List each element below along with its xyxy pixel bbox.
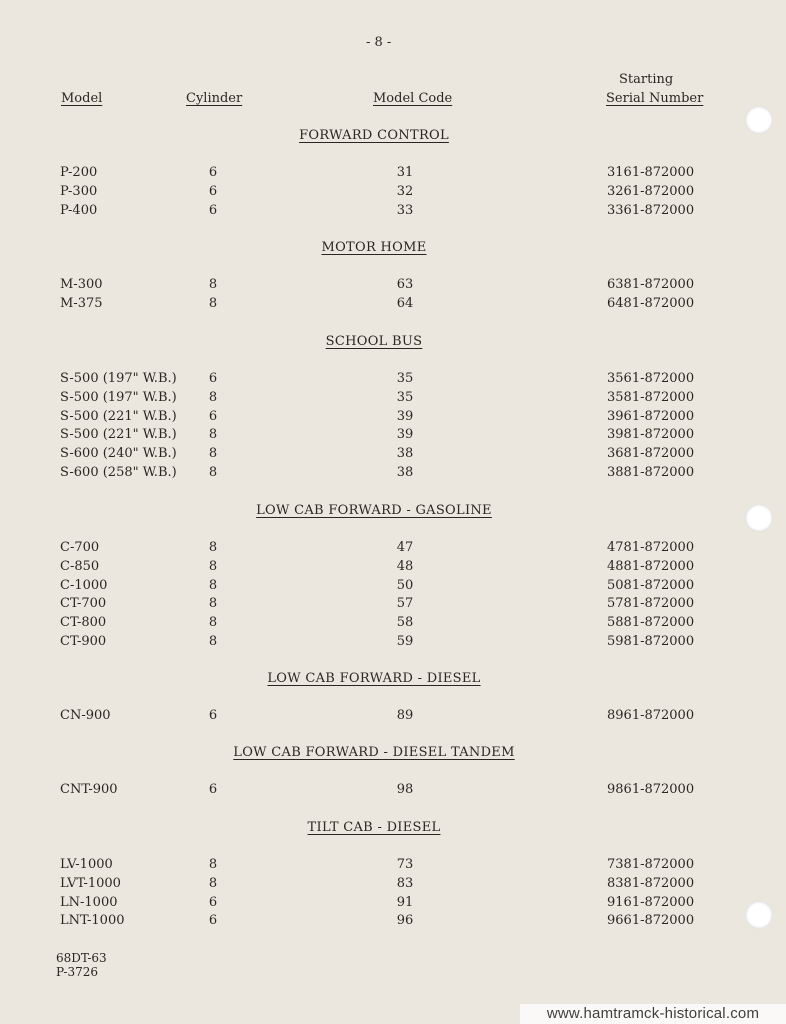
serial-number-cell: 3161-872000 — [607, 165, 695, 180]
serial-number-cell: 9861-872000 — [607, 782, 695, 797]
section-title: SCHOOL BUS — [325, 334, 423, 349]
model-cell: P-300 — [60, 183, 98, 199]
model-cell: C-850 — [60, 558, 100, 574]
section-title: MOTOR HOME — [321, 240, 427, 255]
model-cell: LN-1000 — [60, 894, 118, 910]
cylinder-cell: 6 — [208, 782, 218, 797]
section-title: LOW CAB FORWARD - DIESEL TANDEM — [233, 745, 515, 760]
model-cell: CNT-900 — [60, 782, 118, 797]
model-code-cell: 83 — [396, 875, 414, 891]
part-number: P-3726 — [56, 965, 99, 979]
serial-number-cell: 4781-872000 — [607, 540, 695, 555]
cylinder-cell: 8 — [208, 464, 218, 480]
cylinder-cell: 8 — [208, 427, 218, 443]
model-code-cell: 50 — [396, 577, 414, 593]
section-title: LOW CAB FORWARD - DIESEL — [267, 671, 481, 686]
cylinder-cell: 8 — [208, 540, 218, 555]
model-code-cell: 73 — [396, 857, 414, 872]
cylinder-cell: 8 — [208, 295, 218, 311]
model-code-cell: 91 — [396, 894, 414, 910]
model-cell: C-700 — [60, 540, 100, 555]
model-cell: M-375 — [60, 295, 103, 311]
serial-number-cell: 3681-872000 — [607, 446, 695, 461]
cylinder-cell: 8 — [208, 596, 218, 612]
model-cell: LNT-1000 — [60, 913, 125, 929]
serial-number-cell: 5781-872000 — [607, 596, 695, 612]
cylinder-cell: 6 — [208, 894, 218, 910]
model-cell: S-500 (221" W.B.) — [60, 427, 177, 443]
cylinder-cell: 8 — [208, 389, 218, 405]
model-code-cell: 57 — [396, 596, 414, 612]
model-cell: P-400 — [60, 202, 98, 218]
serial-number-cell: 5881-872000 — [607, 615, 695, 630]
model-code-cell: 96 — [396, 913, 414, 929]
model-code-cell: 98 — [396, 782, 414, 797]
cylinder-cell: 8 — [208, 446, 218, 461]
serial-number-cell: 3961-872000 — [607, 408, 695, 424]
page-number: - 8 - — [366, 35, 392, 50]
model-cell: CT-800 — [60, 615, 107, 630]
cylinder-cell: 6 — [208, 165, 218, 180]
model-code-cell: 64 — [396, 295, 414, 311]
serial-number-cell: 8961-872000 — [607, 708, 695, 723]
cylinder-cell: 6 — [208, 913, 218, 929]
serial-number-cell: 3561-872000 — [607, 371, 695, 386]
serial-number-cell: 3881-872000 — [607, 464, 695, 480]
model-code-cell: 32 — [396, 183, 414, 199]
model-code-cell: 35 — [396, 371, 414, 386]
model-code-cell: 59 — [396, 633, 414, 649]
cylinder-cell: 8 — [208, 857, 218, 872]
model-code-cell: 38 — [396, 446, 414, 461]
header-serial-top: Starting — [619, 72, 674, 87]
serial-number-cell: 4881-872000 — [607, 558, 695, 574]
model-cell: S-600 (240" W.B.) — [60, 446, 177, 461]
serial-number-cell: 8381-872000 — [607, 875, 695, 891]
serial-number-cell: 7381-872000 — [607, 857, 695, 872]
binder-hole — [745, 106, 773, 134]
model-cell: M-300 — [60, 277, 103, 292]
model-cell: CT-900 — [60, 633, 107, 649]
model-code-cell: 89 — [396, 708, 414, 723]
header-model: Model — [61, 91, 103, 106]
model-code-cell: 31 — [396, 165, 414, 180]
model-code-cell: 63 — [396, 277, 414, 292]
header-cylinder: Cylinder — [186, 91, 243, 106]
model-cell: LVT-1000 — [60, 875, 121, 891]
cylinder-cell: 8 — [208, 875, 218, 891]
model-cell: P-200 — [60, 165, 98, 180]
model-cell: S-600 (258" W.B.) — [60, 464, 177, 480]
cylinder-cell: 6 — [208, 183, 218, 199]
serial-number-cell: 6481-872000 — [607, 295, 695, 311]
header-serial-number: Serial Number — [606, 91, 704, 106]
serial-number-cell: 3981-872000 — [607, 427, 695, 443]
cylinder-cell: 6 — [208, 408, 218, 424]
serial-number-cell: 9661-872000 — [607, 913, 695, 929]
section-title: LOW CAB FORWARD - GASOLINE — [256, 503, 492, 518]
binder-hole — [745, 901, 773, 929]
model-code-cell: 33 — [396, 202, 414, 218]
serial-number-cell: 6381-872000 — [607, 277, 695, 292]
serial-number-cell: 3581-872000 — [607, 389, 695, 405]
model-cell: S-500 (197" W.B.) — [60, 371, 177, 386]
cylinder-cell: 6 — [208, 202, 218, 218]
serial-number-cell: 5081-872000 — [607, 577, 695, 593]
model-cell: S-500 (197" W.B.) — [60, 389, 177, 405]
cylinder-cell: 8 — [208, 577, 218, 593]
cylinder-cell: 8 — [208, 633, 218, 649]
serial-number-cell: 9161-872000 — [607, 894, 695, 910]
model-cell: C-1000 — [60, 577, 108, 593]
serial-number-cell: 3261-872000 — [607, 183, 695, 199]
model-cell: CT-700 — [60, 596, 107, 612]
serial-number-cell: 3361-872000 — [607, 202, 695, 218]
model-cell: S-500 (221" W.B.) — [60, 408, 177, 424]
cylinder-cell: 8 — [208, 277, 218, 292]
cylinder-cell: 8 — [208, 558, 218, 574]
model-code-cell: 48 — [396, 558, 414, 574]
header-model-code: Model Code — [373, 91, 453, 106]
model-code-cell: 38 — [396, 464, 414, 480]
serial-number-cell: 5981-872000 — [607, 633, 695, 649]
model-code-cell: 39 — [396, 427, 414, 443]
model-code-cell: 35 — [396, 389, 414, 405]
cylinder-cell: 8 — [208, 615, 218, 630]
cylinder-cell: 6 — [208, 371, 218, 386]
model-code-cell: 47 — [396, 540, 414, 555]
model-code-cell: 58 — [396, 615, 414, 630]
model-cell: CN-900 — [60, 708, 111, 723]
section-title: FORWARD CONTROL — [299, 128, 449, 143]
binder-hole — [745, 504, 773, 532]
section-title: TILT CAB - DIESEL — [307, 820, 441, 835]
document-code: 68DT-63 — [56, 951, 107, 965]
cylinder-cell: 6 — [208, 708, 218, 723]
model-code-cell: 39 — [396, 408, 414, 424]
watermark: www.hamtramck-historical.com — [520, 1004, 786, 1024]
model-cell: LV-1000 — [60, 857, 113, 872]
